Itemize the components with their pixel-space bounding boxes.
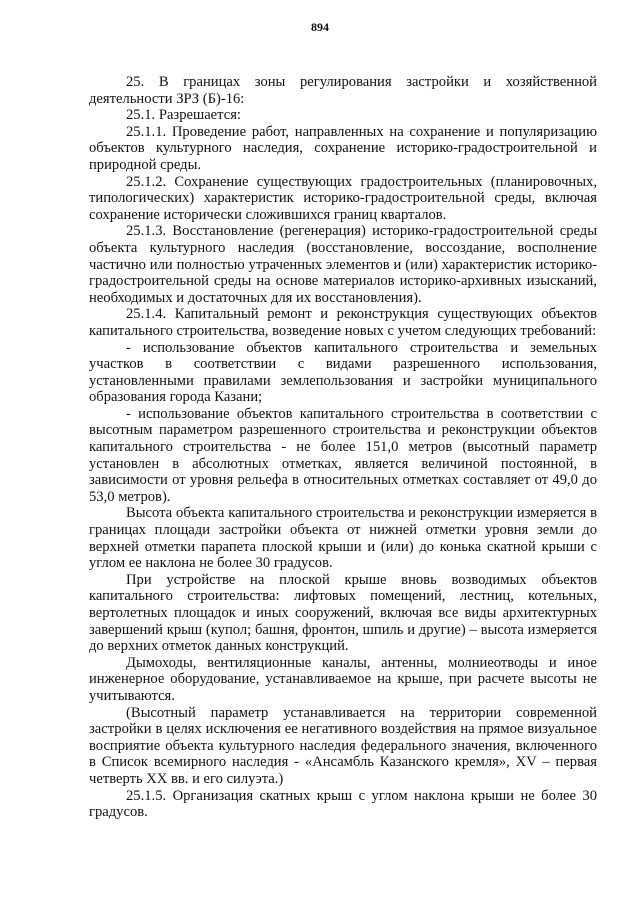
requirement-item-height-parameter: - использование объектов капитального строительства в соответствии с высотным параметром разрешенного строительства и реконструкции объектов капитального строительства - не более 151,0 метров (высотный параметр установлен в абсолютных отметках, является величиной постоянной, в зависимости от уровня рельефа в относительных отметках составляет от 49,0 до 53,0 метров). bbox=[89, 405, 597, 505]
paragraph-25-heading: 25. В границах зоны регулирования застройки и хозяйственной деятельности ЗРЗ (Б)-16: bbox=[89, 74, 597, 107]
paragraph-25-1-2: 25.1.2. Сохранение существующих градостроительных (планировочных, типологических) характеристик историко-градостроительной среды, включая сохранение исторически сложившихся границ кварталов. bbox=[89, 173, 597, 223]
paragraph-roof-equipment: Дымоходы, вентиляционные каналы, антенны, молниеотводы и иное инженерное оборудование, устанавливаемое на крыше, при расчете высоты не учитываются. bbox=[89, 654, 597, 704]
paragraph-height-rationale: (Высотный параметр устанавливается на территории современной застройки в целях исключения ее негативного воздействия на прямое визуальное восприятие объекта культурного наследия федерального значения, включенного в Список всемирного наследия - «Ансамбль Казанского кремля», XV – первая четверть XX вв. и его силуэта.) bbox=[89, 704, 597, 787]
paragraph-25-1: 25.1. Разрешается: bbox=[126, 107, 241, 124]
paragraph-25-1-4: 25.1.4. Капитальный ремонт и реконструкция существующих объектов капитального строительства, возведение новых с учетом следующих требований: bbox=[89, 306, 597, 339]
paragraph-25-1-5: 25.1.5. Организация скатных крыш с углом наклона крыши не более 30 градусов. bbox=[89, 787, 597, 821]
document-body bbox=[89, 74, 597, 821]
paragraph-25-1-3: 25.1.3. Восстановление (регенерация) историко-градостроительной среды объекта культурного наследия (восстановление, воссоздание, восполнение частично или полностью утраченных элементов и (или) характеристик историко-градостроительной среды на основе материалов историко-архивных изысканий, необходимых и достаточных для их восстановления). bbox=[89, 223, 597, 306]
requirement-item-land-use: - использование объектов капитального строительства и земельных участков в соответствии с видами разрешенного использования, установленными правилами землепользования и застройки муниципального образования города Казани; bbox=[89, 339, 597, 406]
paragraph-25-1-1: 25.1.1. Проведение работ, направленных на сохранение и популяризацию объектов культурного наследия, сохранение историко-градостроительной и природной среды. bbox=[89, 123, 597, 173]
paragraph-height-measurement: Высота объекта капитального строительства и реконструкции измеряется в границах площади застройки объекта от нижней отметки уровня земли до верхней отметки парапета плоской крыши и (или) до конька скатной крыши с углом ее наклона не более 30 градусов. bbox=[89, 505, 597, 572]
page-number: 894 bbox=[311, 20, 329, 34]
paragraph-flat-roof-structures: При устройстве на плоской крыше вновь возводимых объектов капитального строительства: лифтовых помещений, лестниц, котельных, вертолетных площадок и иных сооружений, включая все виды архитектурных завершений крыш (купол; башня, фронтон, шпиль и другие) – высота измеряется до верхних отметок данных конструкций. bbox=[89, 571, 597, 655]
